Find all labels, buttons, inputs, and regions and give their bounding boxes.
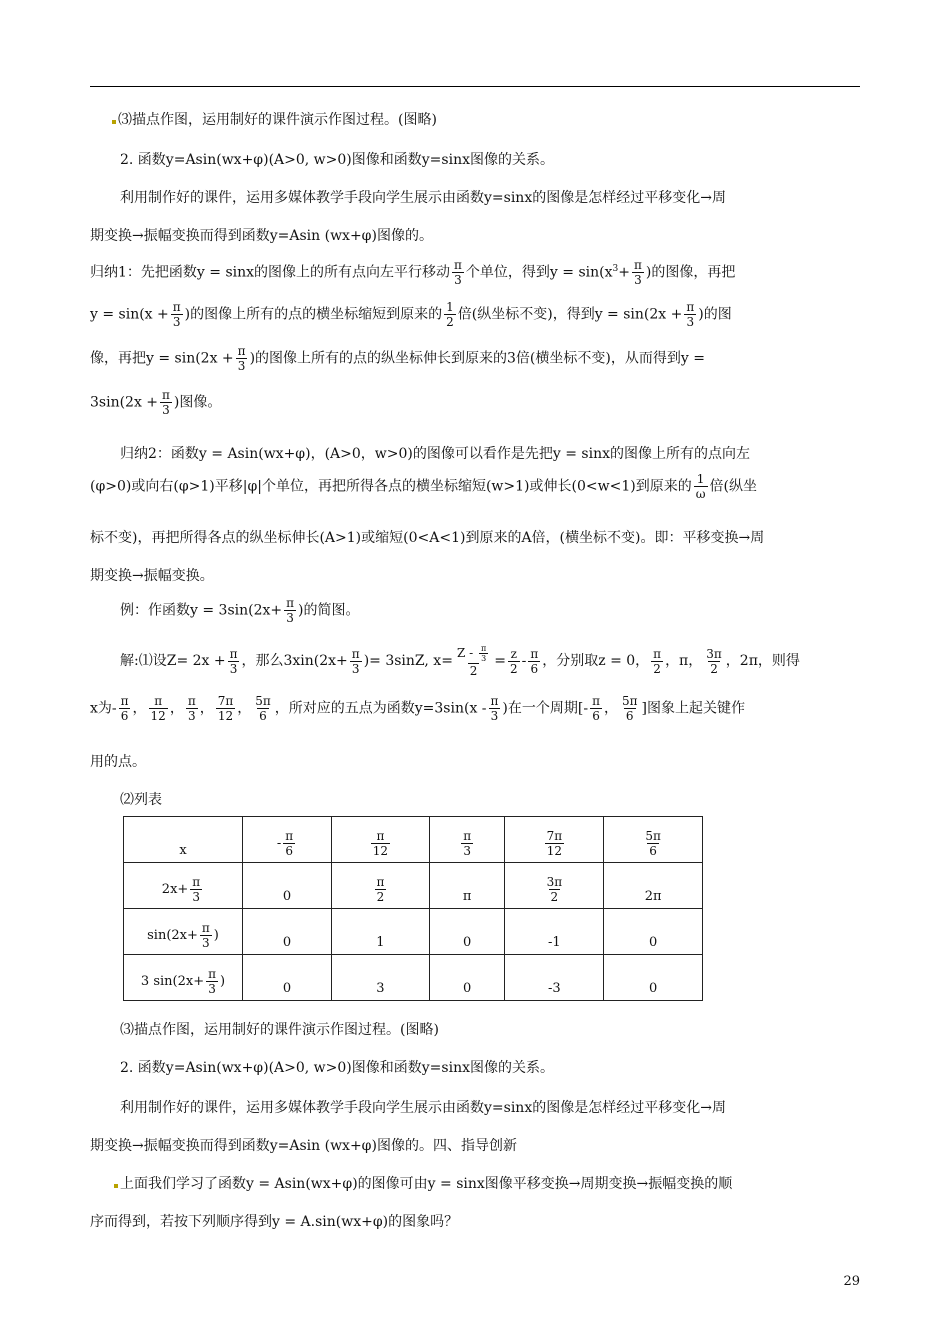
- fraction-5pi-over-6: $\frac{5\pi}{6}$: [255, 694, 271, 723]
- table-row: [124, 817, 703, 863]
- fraction-pi-over-3: $\frac{\pi}{3}$: [237, 344, 246, 373]
- fraction-pi-over-3: $\frac{\pi}{3}$: [162, 388, 170, 417]
- induction-1-line-4: 3sin(2x + $\frac{\pi}{3}$ )图像。: [90, 388, 222, 417]
- step3-paragraph: ⑶描点作图，运用制好的课件演示作图过程。(图略): [90, 110, 860, 130]
- fraction-z-over-2: $\frac{z}{2}$: [509, 646, 518, 676]
- solution-line-1: 解:⑴设Z= 2x + $\frac{\pi}{3}$ ，那么3xin(2x+ $\frac{\pi}{3}$ )= 3sinZ, x= Z - $\frac{\pi}{3}$ 2 = $\frac{z}{2}$ - $\frac{\pi}{6}$ ，分别取z = 0， $\frac{\pi}{2}$ ，π， $\frac{3\pi}{2}$ ，2π，则得: [120, 644, 800, 678]
- list-title: ⑵列表: [120, 792, 162, 808]
- fraction-pi-over-6: $\frac{\pi}{6}$: [530, 646, 539, 676]
- paragraph-1: 利用制作好的课件，运用多媒体教学手段向学生展示由函数y=sinx的图像是怎样经过平移变化→周: [120, 190, 726, 206]
- fraction-1-over-omega: $\frac{1}{\omega}$: [695, 472, 706, 501]
- table-header-cell: sin(2x+ $\frac{\pi}{3}$ ): [124, 909, 243, 955]
- table-header-cell: 2x+ $\frac{\pi}{3}$: [124, 863, 243, 909]
- table-header-cell: x: [124, 817, 243, 863]
- table-cell: $\frac{\pi}{12}$: [331, 817, 429, 863]
- table-cell: $\frac{\pi}{3}$: [429, 817, 505, 863]
- fraction-pi-over-3: $\frac{\pi}{3}$: [229, 646, 238, 676]
- induction-1-line-1: 归纳1：先把函数y = sinx的图像上的所有点向左平行移动 $\frac{\pi}{3}$ 个单位，得到$y = \sin(x^3+$ $\frac{\pi}{3}$ )的图像，再把: [90, 258, 736, 288]
- fraction-pi-over-6: $\frac{\pi}{6}$: [120, 694, 129, 723]
- table-cell: 0: [429, 955, 505, 1001]
- table-header-cell: 3 sin(2x+ $\frac{\pi}{3}$ ): [124, 955, 243, 1001]
- table-cell: 3: [331, 955, 429, 1001]
- fraction-pi-over-2: $\frac{\pi}{2}$: [653, 646, 662, 676]
- table-cell: $\frac{7\pi}{12}$: [505, 817, 604, 863]
- table-cell: $\frac{3\pi}{2}$: [505, 863, 604, 909]
- fraction-pi-over-3: $\frac{\pi}{3}$: [187, 694, 196, 723]
- table-row: [124, 909, 703, 955]
- fraction-pi-over-3: $\frac{\pi}{3}$: [490, 694, 499, 723]
- table-cell: $\frac{5\pi}{6}$: [604, 817, 703, 863]
- table-cell: π: [429, 863, 505, 909]
- fraction-pi-over-3: $\frac{\pi}{3}$: [172, 300, 181, 329]
- table-cell: 0: [604, 909, 703, 955]
- fraction-z-minus-pi3-over-2: Z - $\frac{\pi}{3}$ 2: [456, 644, 487, 678]
- table-cell: 1: [331, 909, 429, 955]
- table-cell: 0: [243, 955, 332, 1001]
- table-cell: - $\frac{\pi}{6}$: [243, 817, 332, 863]
- induction-2-line-3: 标不变)，再把所得各点的纵坐标伸长(A>1)或缩短(0<A<1)到原来的A倍，(横坐标不变)。即：平移变换→周: [90, 530, 765, 546]
- step3-paragraph-repeat: ⑶描点作图，运用制好的课件演示作图过程。(图略): [120, 1022, 439, 1038]
- solution-line-2: x为- $\frac{\pi}{6}$ ， $\frac{\pi}{12}$ ， $\frac{\pi}{3}$ ， $\frac{7\pi}{12}$ ， $\frac{5\pi}{6}$ ，所对应的五点为函数y=3sin(x - $\frac{\pi}{3}$ )在一个周期[- $\frac{\pi}{6}$ ， $\frac{5\pi}{6}$ ]图象上起关键作: [90, 694, 745, 723]
- induction-2-line-2: (φ>0)或向右(φ>1)平移|φ|个单位，再把所得各点的横坐标缩短(w>1)或伸长(0<w<1)到原来的 $\frac{1}{\omega}$ 倍(纵坐: [90, 472, 757, 501]
- table-cell: 0: [604, 955, 703, 1001]
- fraction-1-over-2: $\frac{1}{2}$: [446, 300, 454, 329]
- fraction-7pi-over-12: $\frac{7\pi}{12}$: [217, 694, 234, 723]
- example-line: 例：作函数y = 3sin(2x+ $\frac{\pi}{3}$ )的简图。: [120, 596, 360, 625]
- table-cell: 0: [429, 909, 505, 955]
- heading-2-repeat: 2. 函数y=Asin(wx+φ)(A>0, w>0)图像和函数y=sinx图像的关系。: [120, 1060, 554, 1076]
- heading-2: 2. 函数y=Asin(wx+φ)(A>0, w>0)图像和函数y=sinx图像的关系。: [120, 152, 554, 168]
- marker-dot: [112, 120, 116, 124]
- fraction-5pi-over-6: $\frac{5\pi}{6}$: [621, 694, 638, 723]
- table-row: [124, 863, 703, 909]
- fraction-pi-over-6: $\frac{\pi}{6}$: [592, 694, 600, 723]
- table-cell: -1: [505, 909, 604, 955]
- header-rule: [90, 86, 860, 87]
- guide-paragraph-cont: 序而得到，若按下列顺序得到y = A.sin(wx+φ)的图象吗？: [90, 1214, 459, 1230]
- table-cell: 2π: [604, 863, 703, 909]
- paragraph-repeat-cont: 期变换→振幅变换而得到函数y=Asin (wx+φ)图像的。四、指导创新: [90, 1138, 517, 1154]
- page-number: 29: [843, 1274, 860, 1289]
- fraction-pi-over-3: $\frac{\pi}{3}$: [454, 258, 462, 288]
- values-table: [123, 816, 703, 1001]
- marker-dot: [114, 1184, 118, 1188]
- table-cell: 0: [243, 909, 332, 955]
- solution-line-3: 用的点。: [90, 754, 146, 770]
- induction-2-line-4: 期变换→振幅变换。: [90, 568, 214, 584]
- induction-1-line-2: y = sin(x + $\frac{\pi}{3}$ )的图像上所有的点的横坐标缩短到原来的 $\frac{1}{2}$ 倍(纵坐标不变)，得到y = sin(2x + $\frac{\pi}{3}$ )的图: [90, 300, 732, 329]
- table-row: [124, 955, 703, 1001]
- fraction-pi-over-3: $\frac{\pi}{3}$: [286, 596, 295, 625]
- induction-2-line-1: 归纳2：函数y = Asin(wx+φ)，(A>0，w>0)的图像可以看作是先把y = sinx的图像上所有的点向左: [120, 446, 750, 462]
- fraction-pi-over-12: $\frac{\pi}{12}$: [150, 694, 166, 723]
- fraction-pi-over-3: $\frac{\pi}{3}$: [351, 646, 360, 676]
- fraction-pi-over-3: $\frac{\pi}{3}$: [686, 300, 695, 329]
- fraction-3pi-over-2: $\frac{3\pi}{2}$: [706, 646, 722, 676]
- fraction-pi-over-3: $\frac{\pi}{3}$: [633, 258, 642, 288]
- table-cell: 0: [243, 863, 332, 909]
- paragraph-1-cont: 期变换→振幅变换而得到函数y=Asin (wx+φ)图像的。: [90, 228, 433, 244]
- guide-paragraph: 上面我们学习了函数y = Asin(wx+φ)的图像可由y = sinx图像平移变换→周期变换→振幅变换的顺: [90, 1174, 860, 1194]
- table-cell: $\frac{\pi}{2}$: [331, 863, 429, 909]
- paragraph-repeat: 利用制作好的课件，运用多媒体教学手段向学生展示由函数y=sinx的图像是怎样经过平移变化→周: [120, 1100, 726, 1116]
- induction-1-line-3: 像，再把y = sin(2x + $\frac{\pi}{3}$ )的图像上所有的点的纵坐标伸长到原来的3倍(横坐标不变)，从而得到y =: [90, 344, 705, 373]
- table-cell: -3: [505, 955, 604, 1001]
